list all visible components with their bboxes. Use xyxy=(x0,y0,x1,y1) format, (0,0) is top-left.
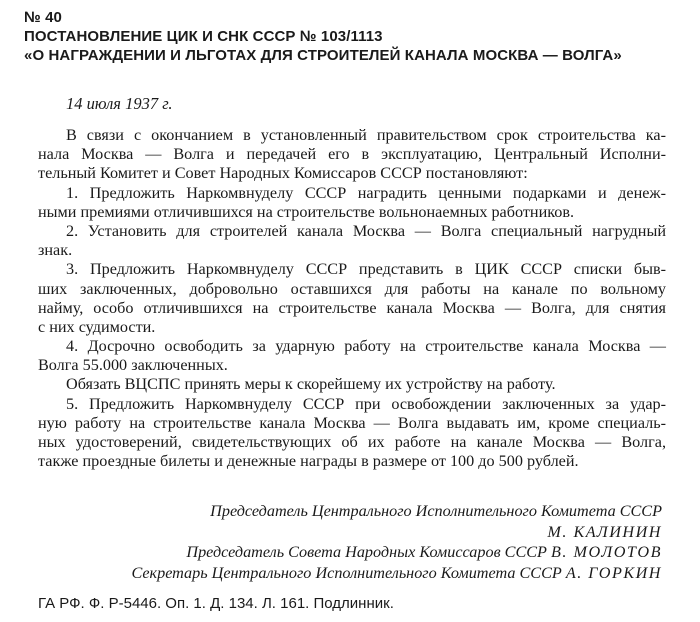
document-header xyxy=(24,8,684,65)
document-title-line-2: «О НАГРАЖДЕНИИ И ЛЬГОТАХ ДЛЯ СТРОИТЕЛЕЙ КАНАЛА МОСКВА — ВОЛГА» xyxy=(24,47,622,64)
body-line: Обязать ВЦСПС принять меры к скорейшему их устройству на работу. xyxy=(66,375,556,394)
body-line: нала Москва — Волга и передачей его в эксплуатацию, Центральный Исполни- xyxy=(38,145,666,164)
signatures-block xyxy=(62,501,662,583)
body-line: найму, особо отличившихся на строительстве канала Москва — Волга, для снятия xyxy=(38,298,666,317)
body-line: ших заключенных, добровольно оставшихся для работы на канале по вольному xyxy=(38,279,666,298)
document-number: № 40 xyxy=(24,9,62,26)
body-line: 3. Предложить Наркомвнуделу СССР представить в ЦИК СССР списки быв- xyxy=(66,260,666,279)
document-title-line-1: ПОСТАНОВЛЕНИЕ ЦИК И СНК СССР № 103/1113 xyxy=(24,28,383,45)
body-line: Волга 55.000 заключенных. xyxy=(38,356,228,375)
body-line: 4. Досрочно освободить за ударную работу на строительстве канала Москва — xyxy=(66,337,666,356)
body-line: с них судимости. xyxy=(38,317,156,336)
body-line: В связи с окончанием в установленный правительством срок строительства ка- xyxy=(66,126,666,144)
signature-role-gorkin: Секретарь Центрального Исполнительного Комитета СССР xyxy=(131,563,562,582)
signature-role-kalinin: Председатель Центрального Исполнительного Комитета СССР xyxy=(210,502,662,520)
document-date: 14 июля 1937 г. xyxy=(66,94,173,113)
body-line: 2. Установить для строителей канала Москва — Волга специальный нагрудный xyxy=(66,221,666,240)
body-line: также проездные билеты и денежные награды в размере от 100 до 500 рублей. xyxy=(38,452,579,471)
body-line: 1. Предложить Наркомвнуделу СССР наградить ценными подарками и денеж- xyxy=(66,183,666,202)
archive-reference: ГА РФ. Ф. Р-5446. Оп. 1. Д. 134. Л. 161. Подлинник. xyxy=(38,595,394,612)
body-line: ную работу на строительстве канала Москва — Волга выдавать им, кроме специаль- xyxy=(38,413,666,432)
signature-name-gorkin: А. ГОРКИН xyxy=(565,563,662,582)
document-body xyxy=(38,126,666,471)
body-line: ными премиями отличившихся на строительстве вольнонаемных работников. xyxy=(38,202,575,221)
signature-name-molotov: В. МОЛОТОВ xyxy=(551,543,662,561)
signature-molotov xyxy=(62,542,662,563)
body-line: 5. Предложить Наркомвнуделу СССР при освобождении заключенных за удар- xyxy=(66,394,666,413)
body-line: ных удостоверений, свидетельствующих об их работе на канале Москва — Волга, xyxy=(38,433,666,451)
body-line: знак. xyxy=(38,241,73,260)
signature-name-kalinin: М. КАЛИНИН xyxy=(547,522,662,541)
body-line: тельный Комитет и Совет Народных Комиссаров СССР постановляют: xyxy=(38,164,528,183)
signature-role-molotov: Председатель Совета Народных Комиссаров СССР xyxy=(186,543,547,561)
signature-gorkin xyxy=(62,563,662,584)
